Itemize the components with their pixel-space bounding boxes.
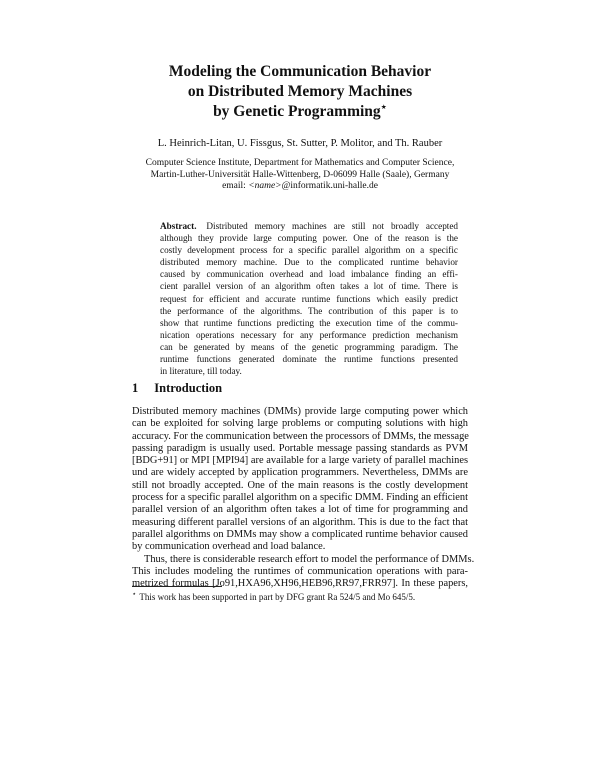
email-prefix: email: — [222, 181, 249, 191]
author-list: L. Heinrich-Litan, U. Fissgus, St. Sutter, P. Molitor, and Th. Rauber — [157, 138, 443, 149]
title-footnote-marker: ⋆ — [380, 101, 387, 113]
abstract-line: runtime functions generated dominate the runtime functions presented — [160, 354, 458, 365]
body-line: by communication overhead and load balance. — [132, 541, 326, 553]
body-line: Distributed memory machines (DMMs) provide large computing power which — [132, 406, 468, 417]
body-line: parallel version of an algorithm often takes a lot of time for programming and — [132, 504, 468, 516]
email-domain: @informatik.uni-halle.de — [281, 181, 378, 191]
footnote-rule — [132, 586, 222, 587]
body-line: This includes modeling the runtimes of communication operations with para- — [132, 565, 468, 577]
footnote — [132, 592, 472, 603]
email-name: <name> — [248, 181, 282, 191]
title-line-1: Modeling the Communication Behavior — [168, 63, 432, 80]
abstract-line: in literature, till today. — [160, 366, 242, 377]
body-line: can be exploited for solving large problems or computing solutions with high — [132, 418, 468, 430]
abstract-line: costly development process for a specific parallel algorithm on a specific — [160, 245, 458, 256]
abstract-line-text: Distributed memory machines are still not broadly accepted — [206, 221, 459, 231]
body-line: [BDG+91] or MPI [MPI94] are available for a large variety of parallel machines — [132, 455, 468, 467]
abstract-line: can be generated by means of the genetic programming paradigm. The — [160, 341, 458, 352]
abstract — [160, 220, 458, 377]
title-line-2: on Distributed Memory Machines — [187, 83, 413, 100]
abstract-line — [160, 220, 458, 232]
abstract-line: cient parallel version of an algorithm often takes a lot of time. There is — [160, 281, 458, 292]
body-text — [132, 406, 475, 590]
body-line: still not broadly accepted. One of the main reasons is the costly development — [132, 479, 468, 491]
body-line: measuring different parallel versions of an algorithm. This is due to the fact that — [132, 516, 468, 528]
paper-title — [100, 62, 500, 122]
section-heading — [132, 381, 222, 396]
body-line: Thus, there is considerable research effort to model the performance of DMMs. — [144, 553, 475, 565]
section-number: 1 — [132, 381, 139, 395]
body-line: metrized formulas [Jo91,HXA96,XH96,HEB96,RR97,FRR97]. In these papers, — [132, 578, 468, 590]
footnote-marker: ⋆ — [132, 590, 137, 598]
title-line-3 — [100, 102, 500, 122]
body-line: accuracy. For the communication between the processors of DMMs, the message — [132, 430, 469, 442]
section-title: Introduction — [154, 381, 223, 395]
abstract-line: distributed memory machine. Due to the complicated runtime behavior — [160, 257, 458, 268]
abstract-line: caused by communication overhead and load imbalance finding an effi- — [160, 269, 458, 280]
abstract-label: Abstract. — [160, 221, 197, 231]
abstract-line: request for efficient and accurate runtime functions which easily predict — [160, 293, 458, 304]
abstract-line: nication operations necessary for any performance prediction mechanism — [160, 329, 458, 340]
abstract-line: show that runtime functions predicting the execution time of the commu- — [160, 317, 458, 328]
body-line: passing paradigm is usually used. Portable message passing standards as PVM — [132, 442, 468, 454]
abstract-line: although they provide large computing power. One of the reason is the — [160, 233, 458, 244]
email-line — [100, 181, 500, 193]
body-line: und are widely accepted by application programmers. Nevertheless, DMMs are — [132, 467, 468, 479]
title-line-3-text: by Genetic Programming — [213, 103, 381, 120]
abstract-line: the performance of the algorithms. The contribution of this paper is to — [160, 305, 458, 316]
body-line: process for a specific parallel algorithm on a specific DMM. Finding an efficient — [132, 492, 468, 504]
affiliation — [100, 158, 500, 193]
affiliation-line-1: Computer Science Institute, Department for Mathematics and Computer Science, — [145, 158, 455, 168]
affiliation-line-2: Martin-Luther-Universität Halle-Wittenberg, D-06099 Halle (Saale), Germany — [150, 169, 450, 180]
footnote-text: This work has been supported in part by DFG grant Ra 524/5 and Mo 645/5. — [139, 592, 416, 602]
body-line: parallel algorithms on DMMs may show a complicated runtime behavior caused — [132, 528, 468, 540]
